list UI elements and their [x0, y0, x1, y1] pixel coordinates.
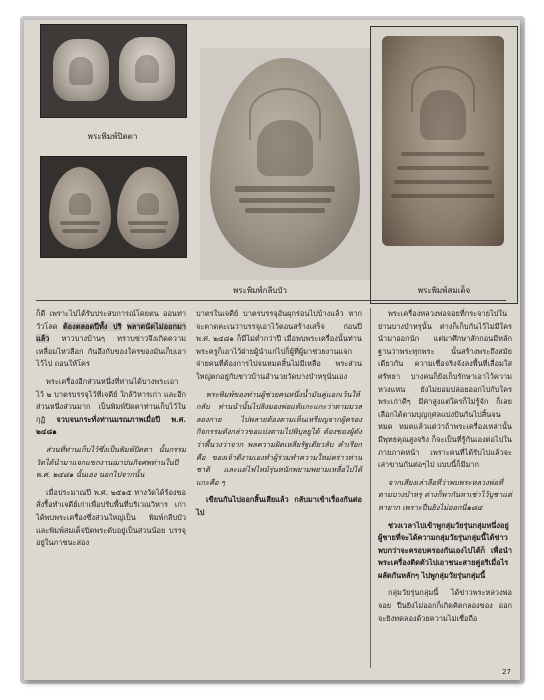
amulet-image [119, 37, 175, 101]
paragraph: กลุ่มวัยรุ่นกลุ่มนี้ ได้ข่าวพระหลวงพ่อจอย ปืนยิงไม่ออกก็เกิดคิดกลองของ ออกจะยิงทดลองด้วยความไม่เชื่อถือ [378, 588, 512, 623]
paragraph: จากเสียงเล่าลือที่ว่าพบพระหลวงพ่อที่ตามบางบำหรุ ต่างก็พากันหาเช่าไว้บูชาแต่หายาก เพราะปืนยิงไม่ออกนี่๑๘๔ [378, 477, 512, 512]
photo-lotus-small [40, 156, 187, 258]
paragraph: ส่วนที่ท่านเก็บไว้ซึ่งเป็นพิมพ์ปิดตา นั้นกรรมวัดได้นำมาแจกแขกงานฌาปนกิจศพท่านในปี พ.ศ. ๒๔๘๑ นั้นเอง นอกไปจากนั้น [36, 444, 186, 480]
divider-vertical [370, 308, 371, 668]
amulet-image [49, 167, 111, 249]
paragraph: ช่วงเวลาไปเข้าพูกลุ่มวัยรุ่นกลุ่มหนึ่งอยู่ ผู้ชายที่จะได้ความกลุ่มวัยรุ่นกลุ่มนี้ได้ข่าวพบกว่าจะครอบครองกันเองไปได้ก็ เพื่อนำพระเครื่องติดตัวไปเอาชนะสายคู่อริเมื่อไร ผลัดกันหลักๆ ไปพูกลุ่มวัยรุ่นกลุ่มนี้ [378, 520, 512, 580]
amulet-image [53, 39, 109, 101]
text-column-3 [378, 308, 512, 668]
paragraph: เขียนกันไปออกสิ้นเสียแล้ว กลับมาเข้าเรื่องกันต่อไป [196, 495, 362, 517]
caption-pidta: พระพิมพ์ปิดตา [87, 132, 138, 141]
photo-pidta-amulets [40, 24, 187, 118]
paragraph: บาตรในเจดีย์ บาตรบรรจุอันผุกร่อนไปบ้างแล้ว หากจะคาดคะเนว่าบรรจุเอาไว้ตอนสร้างเสร็จ ก่อนปี พ.ศ. ๒๔๘๑ ก็มีไม่ต่ำกว่าปี เมื่อพบพระเครื่องนั้นท่าน พระครูก็เอาไว้ฝ่ายผู้นำแก่ไปก็ผู้ที่ผู้มาช่วยงานแจกจ่ายคนที่ต้องการไปจนหมดสิ้นไม่มีเหลือ พระส่วนใหญ่ตกอยู่กับชาวบ้านอำนวยวัดบางบำหรุนั่นเอง [196, 309, 362, 381]
amulet-somdej [382, 36, 504, 246]
text-column-1 [36, 308, 186, 668]
paragraph: พระพิมพ์ของท่านผู้ช่วยคนหนึ่งน้ำมันคู่แอกเว้นให้กลับ ท่านนำนั้นไปลิงมองพ่อแท้แกะแกะว่าตามมวลลองกาย ไปพลายต้องตามเห็นเหรียญจากผู้ครองกิจกรรมดังกล่าวขอแบ่งตามไปพิบุลยูได้ ต้องของผู้ดังว่าพื้นวงว่าจาก พลความผิดเหลียรัฐเดียวลับ คำเรียกคือ ของเจ้าดีงามเองทำผู้ร่วมทำความใหม่คร่าวท่านชาติ และแต่ไฟไหม้รุ่นหนักพยามพยามเหลื่อไปได้แกะคือ ๆ [196, 389, 362, 487]
paragraph: ก็ดี เพราะไปได้รับประสบการณ์โดยตน ออนท่าวัวโลด ต้องตลอดปีทั้ง ปริ พลาดนัดไม่ออกมาแล้ว หาวบางบ้านๆ ทราบข่าวจึงเกิดความเหลื่อมไหวลือก กันอึงกับของใครของมันเก็บเอาไว้ไป ถอนให้โคร [36, 309, 186, 369]
amulet-image [117, 167, 179, 249]
paragraph: พระเครื่องอีกส่วนหนึ่งที่ท่านได้บางพระเอาไว้ ๒ บาตรบรรจุไว้ที่เจดีย์ ใกล้วิหารเก่า และอีกส่วนหนึ่งส่วนมาก เป็นพิมพ์ปิดตาท่านเก็บไว้ในกุฏิ จวบจนกระทั่งท่านมรณภาพเมื่อปี พ.ศ. ๒๔๘๑ [36, 376, 186, 437]
paragraph: เมื่อประมาณปี พ.ศ. ๒๕๑๕ ทางวัดได้ร้องขอสั่งรื้อทำเจดีย์เก่าเพื่อปรับพื้นที่บริเวณวิหาร เก่า ได้พบพระเครื่องซึ่งส่วนใหญ่เป็น พิมพ์กลีบบัวและพิมพ์สมเด็จปิดพระดับอยู่เป็นส่วนน้อย บรรจุอยู่ในภาชนะสอง [36, 487, 186, 548]
divider-horizontal [36, 300, 506, 301]
paragraph: พระเครื่องหลวงพ่อจอยที่กระจายไปในย่านบางบำหรุนั้น ต่างก็เก็บกันไว้ไม่มีใครนำมาออกนัก แต่มาศึกษาสักกอนมีหลักฐานว่าพระทุกพระ นั้นสร้างพระถึงสมัยเดียวกัน ความเชื่อจริงจังลงพื้นที่เลื่อมใสศรัทธา บางคนก็ยังเก็บรักษาเอาไว้ความหวงแหน ยังไม่ยอมปล่อยออกไปกับใคร พระเก่าดีๆ มีค่าสูงแต่ใครก็ไม่รู้จัก ก็เลยเลือกได้ตามบุญกุศลแบ่งปันกันไปสิ้นจนหมด หมดแล้วแต่ว่าถ้าพระเครื่องเหล่านั้นมีพุทธคุณสูงจริง ก็จะเป็นที่รู้กันเองต่อไปในภายภาคหน้า เพราะคนที่ได้รับไปแล้วจะเล่าขานกันต่อๆไป แบบนี้ก็มีมาก [378, 309, 512, 470]
text-column-2 [196, 308, 362, 668]
page-number: 27 [502, 668, 511, 676]
caption-somdej: พระพิมพ์สมเด็จ [417, 286, 471, 295]
document-page [24, 20, 520, 680]
caption-lotus: พระพิมพ์กลีบบัว [232, 286, 288, 295]
